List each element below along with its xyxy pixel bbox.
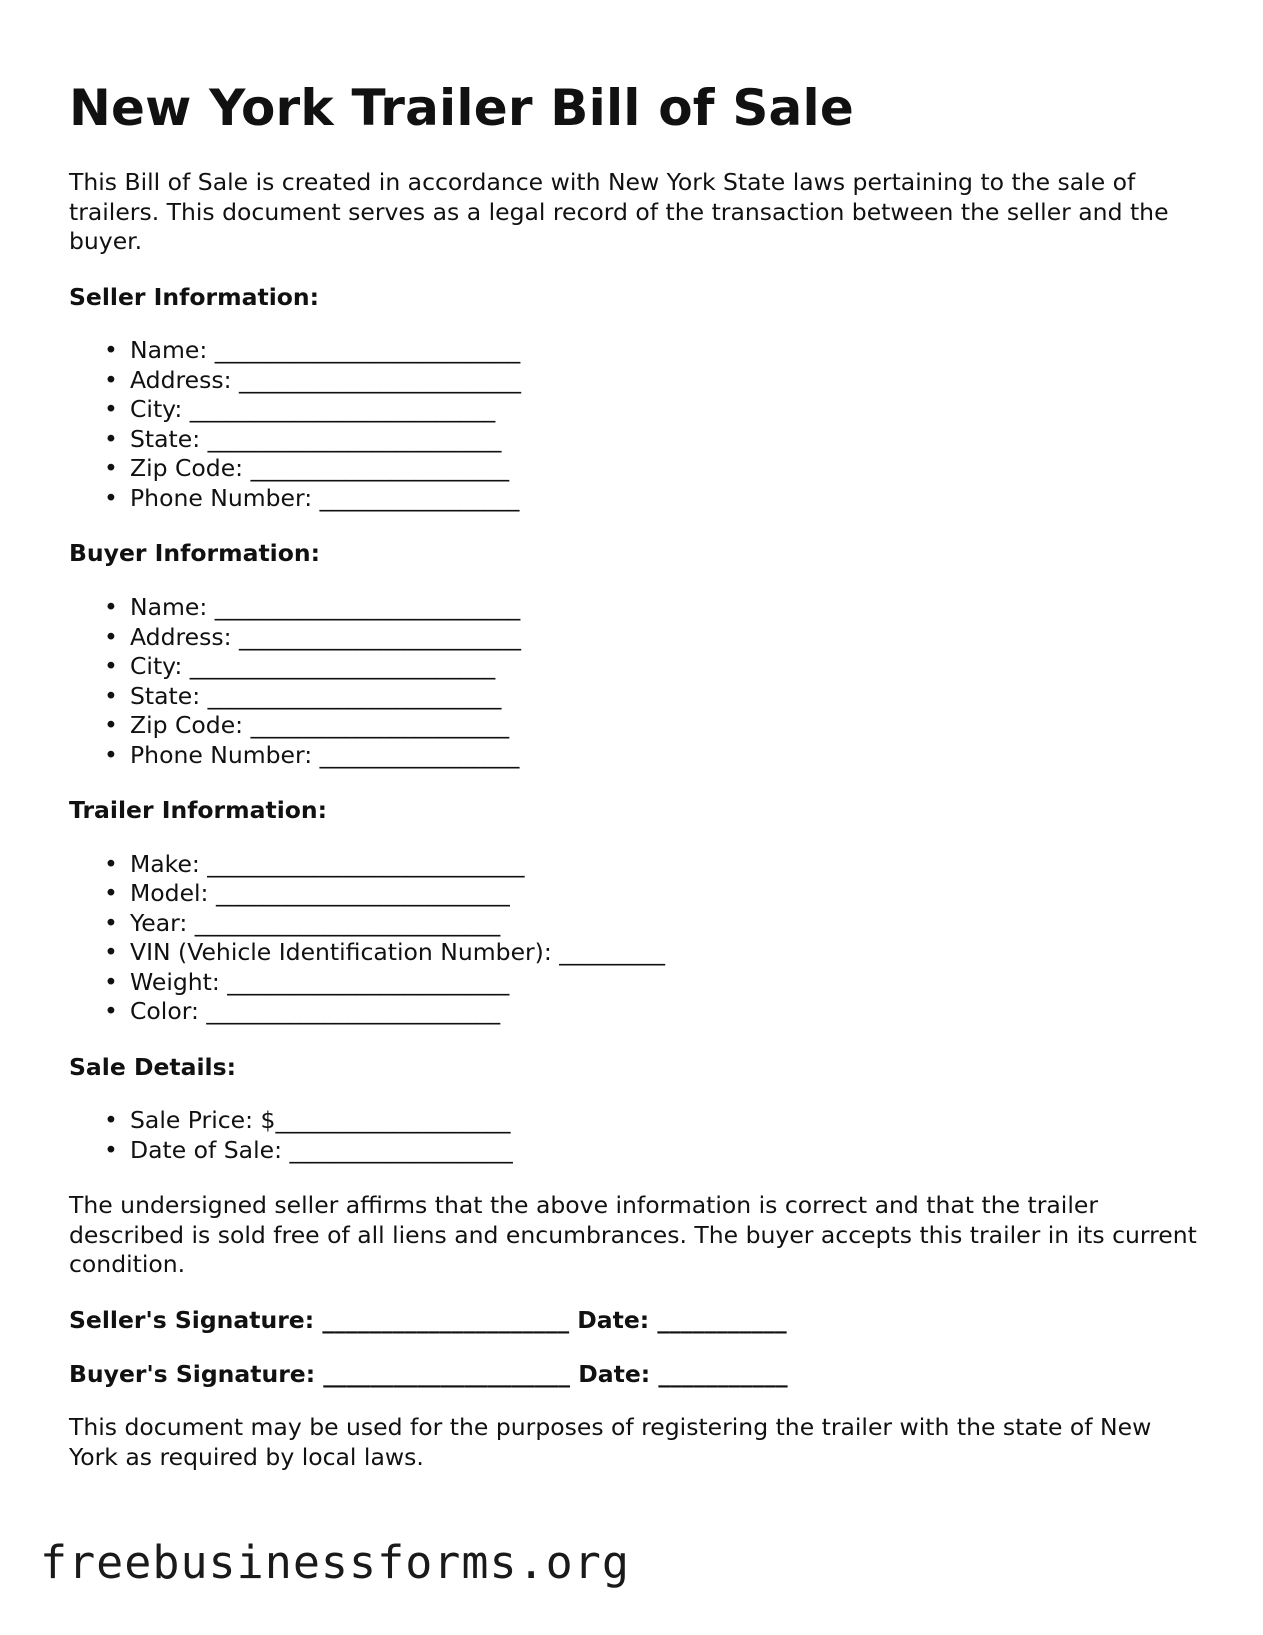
bullet-icon: •	[104, 593, 118, 622]
buyer-zip-field: • Zip Code: ______________________	[104, 711, 510, 740]
trailer-section-heading: Trailer Information:	[69, 796, 328, 825]
sale-date-field: • Date of Sale: ___________________	[104, 1135, 513, 1164]
bullet-icon: •	[104, 652, 118, 681]
bullet-icon: •	[104, 622, 118, 651]
bullet-icon: •	[104, 336, 118, 365]
bullet-icon: •	[104, 879, 118, 908]
bill-of-sale-document	[69, 78, 1199, 1473]
bullet-icon: •	[104, 938, 118, 967]
registration-note: This document may be used for the purposes of registering the trailer with the state of New York as required by local laws.	[69, 1413, 1152, 1471]
trailer-make-field: • Make: ___________________________	[104, 849, 525, 878]
bullet-icon: •	[104, 1106, 118, 1135]
buyer-state-field: • State: _________________________	[104, 681, 502, 710]
seller-section-heading: Seller Information:	[69, 282, 320, 311]
buyer-signature-line: Buyer's Signature: _____________________ Date: ___________	[69, 1359, 788, 1388]
trailer-model-field: • Model: _________________________	[104, 879, 510, 908]
seller-phone-field: • Phone Number: _________________	[104, 483, 520, 512]
seller-name-field: • Name: __________________________	[104, 336, 521, 365]
bullet-icon: •	[104, 454, 118, 483]
bullet-icon: •	[104, 365, 118, 394]
trailer-fields-list	[69, 850, 1199, 1027]
seller-fields-list	[69, 336, 1199, 513]
sale-price-field: • Sale Price: $____________________	[104, 1106, 511, 1135]
site-watermark: freebusinessforms.org	[40, 1536, 630, 1589]
buyer-city-field: • City: __________________________	[104, 652, 496, 681]
bullet-icon: •	[104, 483, 118, 512]
trailer-weight-field: • Weight: ________________________	[104, 967, 510, 996]
buyer-name-field: • Name: __________________________	[104, 593, 521, 622]
sale-fields-list	[69, 1106, 1199, 1165]
document-title: New York Trailer Bill of Sale	[69, 79, 854, 137]
trailer-color-field: • Color: _________________________	[104, 997, 501, 1026]
affirmation-paragraph: The undersigned seller affirms that the above information is correct and that the trailer described is sold free of all liens and encumbrances. The buyer accepts this trailer in its current condition.	[69, 1191, 1197, 1279]
bullet-icon: •	[104, 711, 118, 740]
bullet-icon: •	[104, 908, 118, 937]
intro-paragraph: This Bill of Sale is created in accordance with New York State laws pertaining to the sale of trailers. This document serves as a legal record of the transaction between the seller and the buyer.	[69, 168, 1169, 256]
seller-signature-line: Seller's Signature: _____________________ Date: ___________	[69, 1306, 787, 1335]
bullet-icon: •	[104, 997, 118, 1026]
buyer-section-heading: Buyer Information:	[69, 539, 321, 568]
trailer-vin-field: • VIN (Vehicle Identification Number): _________	[104, 938, 665, 967]
seller-address-field: • Address: ________________________	[104, 365, 521, 394]
buyer-fields-list	[69, 593, 1199, 770]
sale-section-heading: Sale Details:	[69, 1052, 236, 1081]
bullet-icon: •	[104, 740, 118, 769]
buyer-address-field: • Address: ________________________	[104, 622, 521, 651]
seller-state-field: • State: _________________________	[104, 424, 502, 453]
trailer-year-field: • Year: __________________________	[104, 908, 501, 937]
seller-city-field: • City: __________________________	[104, 395, 496, 424]
seller-zip-field: • Zip Code: ______________________	[104, 454, 510, 483]
bullet-icon: •	[104, 849, 118, 878]
bullet-icon: •	[104, 967, 118, 996]
bullet-icon: •	[104, 1135, 118, 1164]
buyer-phone-field: • Phone Number: _________________	[104, 740, 520, 769]
bullet-icon: •	[104, 681, 118, 710]
bullet-icon: •	[104, 424, 118, 453]
bullet-icon: •	[104, 395, 118, 424]
